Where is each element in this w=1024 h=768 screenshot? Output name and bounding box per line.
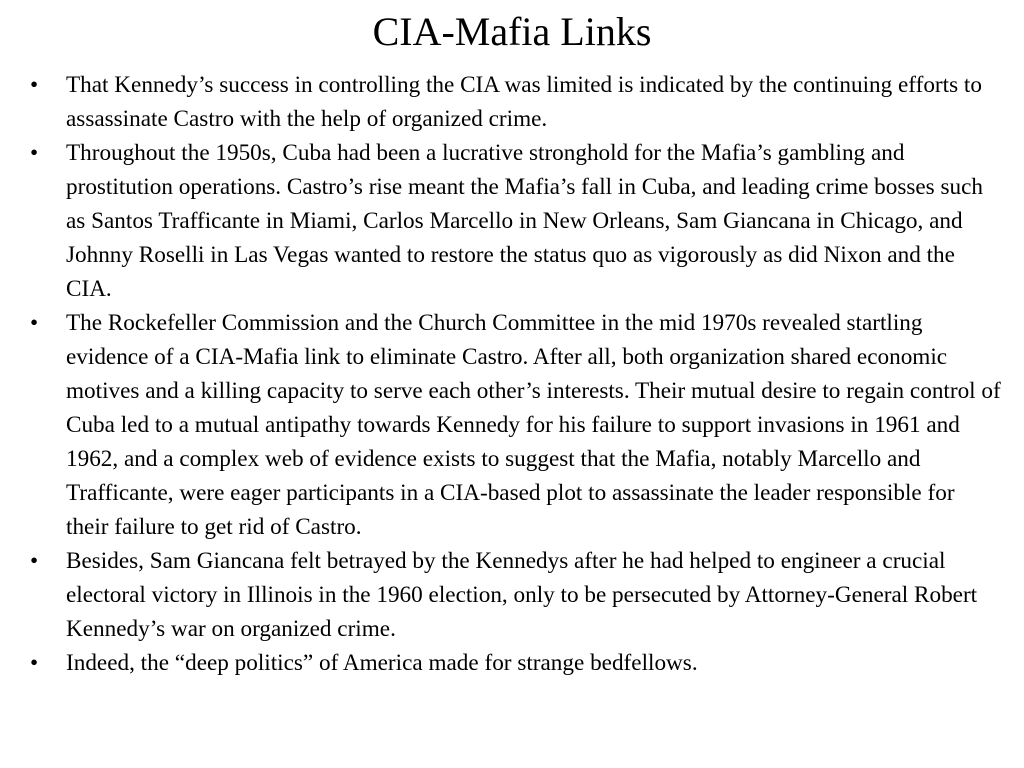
bullet-item bbox=[30, 646, 1002, 680]
slide-title: CIA-Mafia Links bbox=[372, 9, 652, 54]
bullet-item bbox=[30, 68, 1002, 136]
bullet-text: The Rockefeller Commission and the Church Committee in the mid 1970s revealed startling evidence of a CIA-Mafia link to eliminate Castro. After all, both organization shared economic motives and a killing capacity to serve each other’s interests. Their mutual desire to regain control of Cuba led to a mutual antipathy towards Kennedy for his failure to support invasions in 1961 and 1962, and a complex web of evidence exists to suggest that the Mafia, notably Marcello and Trafficante, were eager participants in a CIA-based plot to assassinate the leader responsible for their failure to get rid of Castro. bbox=[66, 310, 1001, 540]
bullet-dot-icon: • bbox=[30, 140, 39, 166]
bullet-text: Throughout the 1950s, Cuba had been a lucrative stronghold for the Mafia’s gambling and prostitution operations. Castro’s rise meant the Mafia’s fall in Cuba, and leading crime bosses such as Santos Trafficante in Miami, Carlos Marcello in New Orleans, Sam Giancana in Chicago, and Johnny Roselli in Las Vegas wanted to restore the status quo as vigorously as did Nixon and the CIA. bbox=[66, 140, 984, 302]
bullet-item bbox=[30, 136, 1002, 306]
bullet-dot-icon: • bbox=[30, 548, 39, 574]
bullet-dot-icon: • bbox=[30, 310, 39, 336]
bullet-item bbox=[30, 544, 1002, 646]
bullet-dot-icon: • bbox=[30, 72, 39, 98]
bullet-text: Indeed, the “deep politics” of America made for strange bedfellows. bbox=[66, 650, 698, 676]
bullet-item bbox=[30, 306, 1002, 544]
bullet-dot-icon: • bbox=[30, 650, 39, 676]
bullet-text: That Kennedy’s success in controlling the CIA was limited is indicated by the continuing efforts to assassinate Castro with the help of organized crime. bbox=[66, 72, 982, 132]
bullet-list bbox=[30, 68, 1002, 680]
bullet-text: Besides, Sam Giancana felt betrayed by the Kennedys after he had helped to engineer a crucial electoral victory in Illinois in the 1960 election, only to be persecuted by Attorney-General Robert Kennedy’s war on organized crime. bbox=[66, 548, 978, 642]
